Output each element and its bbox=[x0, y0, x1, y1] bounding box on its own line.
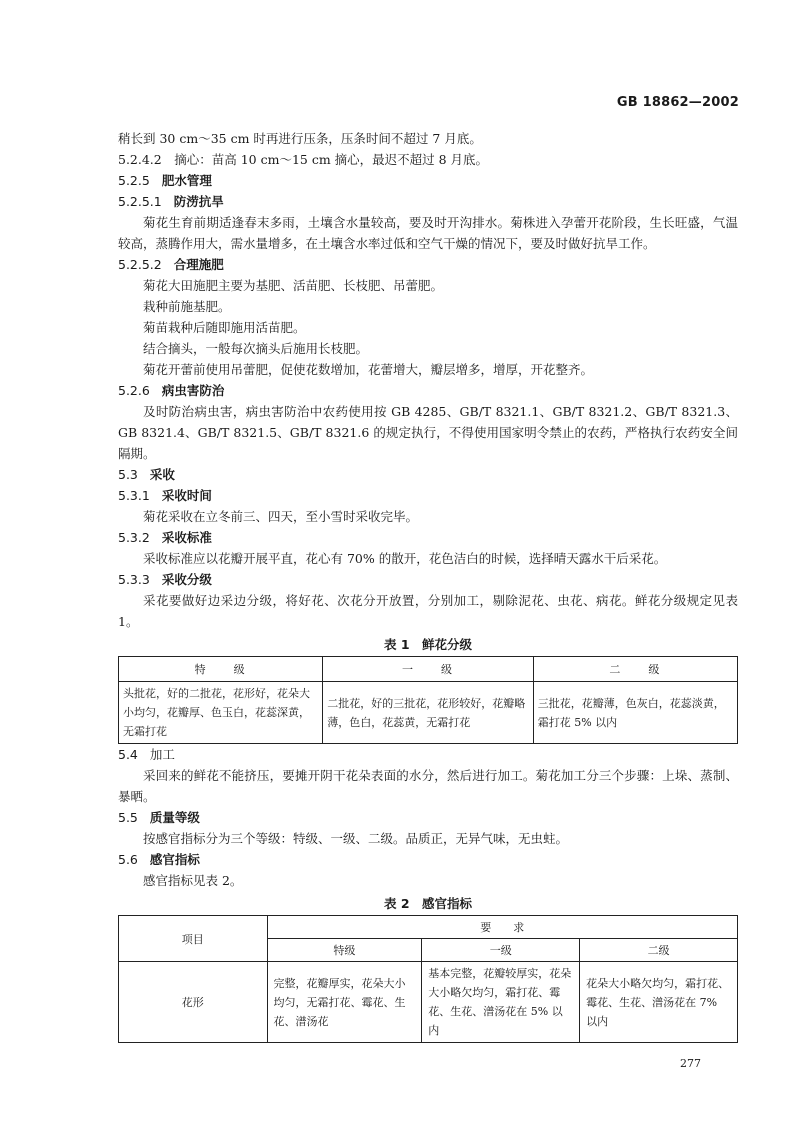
table-header-row bbox=[119, 916, 738, 939]
standard-number: GB 18862—2002 bbox=[616, 95, 739, 110]
heading-5-6: 5.6 感官指标 bbox=[118, 852, 200, 867]
heading-5-3-1: 5.3.1 采收时间 bbox=[118, 488, 212, 503]
paragraph: 按感官指标分为三个等级：特级、一级、二级。品质正，无异气味，无虫蛀。 bbox=[143, 831, 569, 846]
heading-5-2-5-1: 5.2.5.1 防涝抗旱 bbox=[118, 194, 224, 209]
table-header-cell: 一 级 bbox=[323, 657, 533, 682]
paragraph: 菊花生育前期适逢春末多雨，土壤含水量较高，要及时开沟排水。菊株进入孕蕾开花阶段，生长旺盛，气温较高，蒸腾作用大，需水量增多，在土壤含水率过低和空气干燥的情况下，要及时做好抗旱工作。 bbox=[118, 215, 738, 251]
table-cell: 基本完整，花瓣较厚实，花朵大小略欠均匀，霜打花、霉花、生花、潽汤花在 5% 以内 bbox=[422, 962, 580, 1043]
table-header-row bbox=[119, 657, 738, 682]
table-cell: 头批花，好的二批花，花形好，花朵大小均匀，花瓣厚、色玉白，花蕊深黄，无霜打花 bbox=[119, 682, 323, 744]
paragraph: 菊花采收在立冬前三、四天，至小雪时采收完毕。 bbox=[143, 509, 419, 524]
paragraph: 采收标准应以花瓣开展平直，花心有 70% 的散开，花色洁白的时候，选择晴天露水干后采花。 bbox=[143, 551, 667, 566]
paragraph: 结合摘头，一般每次摘头后施用长枝肥。 bbox=[143, 341, 369, 356]
paragraph: 感官指标见表 2。 bbox=[143, 873, 243, 888]
table-cell: 花朵大小略欠均匀，霜打花、霉花、生花、潽汤花在 7% 以内 bbox=[580, 962, 738, 1043]
page-number: 277 bbox=[680, 1057, 701, 1070]
paragraph: 菊花开蕾前使用吊蕾肥，促使花数增加，花蕾增大，瓣层增多，增厚，开花整齐。 bbox=[143, 362, 594, 377]
table-header-cell: 特 级 bbox=[119, 657, 323, 682]
table-row bbox=[119, 682, 738, 744]
table-sensory-indicators bbox=[118, 915, 738, 1043]
table2-caption: 表 2 感官指标 bbox=[383, 896, 473, 911]
heading-5-3: 5.3 采收 bbox=[118, 467, 175, 482]
text-line: 稍长到 30 cm～35 cm 时再进行压条，压条时间不超过 7 月底。 bbox=[118, 131, 482, 146]
heading-5-2-6: 5.2.6 病虫害防治 bbox=[118, 383, 225, 398]
paragraph: 及时防治病虫害，病虫害防治中农药使用按 GB 4285、GB/T 8321.1、GB/T 8321.2、GB/T 8321.3、GB 8321.4、GB/T 8321.5、GB/T 8321.6 的规定执行，不得使用国家明令禁止的农药，严格执行农药安全间隔期。 bbox=[118, 404, 738, 461]
table-header-cell: 特级 bbox=[267, 939, 422, 962]
clause-5-2-4-2: 5.2.4.2 摘心：苗高 10 cm～15 cm 摘心，最迟不超过 8 月底。 bbox=[118, 152, 489, 167]
table-cell: 三批花，花瓣薄，色灰白，花蕊淡黄，霜打花 5% 以内 bbox=[533, 682, 737, 744]
paragraph: 栽种前施基肥。 bbox=[143, 299, 231, 314]
heading-5-3-2: 5.3.2 采收标准 bbox=[118, 530, 212, 545]
heading-5-3-3: 5.3.3 采收分级 bbox=[118, 572, 212, 587]
table-fresh-flower-grading bbox=[118, 656, 738, 744]
paragraph: 菊苗栽种后随即施用活苗肥。 bbox=[143, 320, 306, 335]
table-header-cell: 一级 bbox=[422, 939, 580, 962]
page-content bbox=[118, 128, 738, 1043]
table-header-cell: 二级 bbox=[580, 939, 738, 962]
table-header-cell: 二 级 bbox=[533, 657, 737, 682]
table-header-cell: 项目 bbox=[119, 916, 268, 962]
heading-5-2-5: 5.2.5 肥水管理 bbox=[118, 173, 212, 188]
table-cell: 花形 bbox=[119, 962, 268, 1043]
table-header-cell: 要 求 bbox=[267, 916, 737, 939]
paragraph: 采回来的鲜花不能挤压，要摊开阴干花朵表面的水分，然后进行加工。菊花加工分三个步骤：上垛、蒸制、暴晒。 bbox=[118, 768, 738, 804]
table-row bbox=[119, 962, 738, 1043]
paragraph: 菊花大田施肥主要为基肥、活苗肥、长枝肥、吊蕾肥。 bbox=[143, 278, 444, 293]
paragraph: 采花要做好边采边分级，将好花、次花分开放置，分别加工，剔除泥花、虫花、病花。鲜花分级规定见表 1。 bbox=[118, 593, 738, 629]
heading-5-4: 5.4 加工 bbox=[118, 747, 175, 762]
table-cell: 完整，花瓣厚实，花朵大小均匀，无霜打花、霉花、生花、潽汤花 bbox=[267, 962, 422, 1043]
table-cell: 二批花，好的三批花，花形较好，花瓣略薄，色白，花蕊黄，无霜打花 bbox=[323, 682, 533, 744]
heading-5-2-5-2: 5.2.5.2 合理施肥 bbox=[118, 257, 224, 272]
table1-caption: 表 1 鲜花分级 bbox=[383, 637, 473, 652]
heading-5-5: 5.5 质量等级 bbox=[118, 810, 200, 825]
